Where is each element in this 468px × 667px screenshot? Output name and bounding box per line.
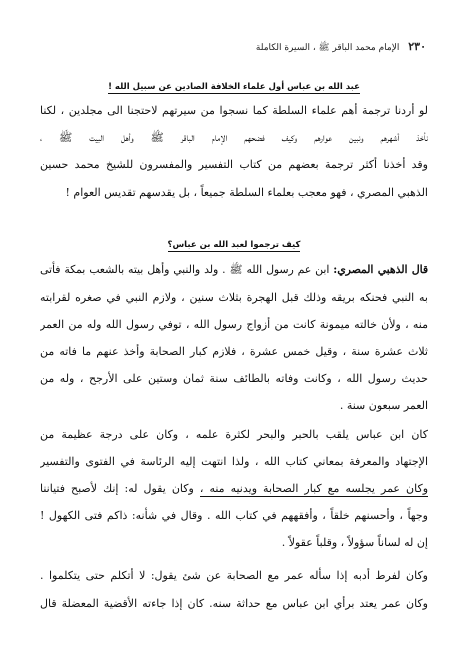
quote-source: قال الذهبي المصري: xyxy=(333,263,428,276)
text-line: وكان عمر يجلسه مع كبار الصحابة ويدنيه منه ، وكان يقول له: إنك لأصبح فتياننا xyxy=(40,482,428,495)
text-line: كان ابن عباس يلقب بالحبر والبحر لكثرة علمه ، وكان على درجة عظيمة من xyxy=(40,428,428,441)
section-heading-2: كيف ترجموا لعبد الله بن عباس؟ xyxy=(167,240,301,250)
running-head xyxy=(256,40,426,55)
running-head-title: الإمام محمد الباقر ﷺ ، السيرة الكاملة xyxy=(255,43,400,53)
text-line: وجهاً ، وأحسنهم خلقاً ، وأفقههم في كتاب الله . وقال في شأنه: ذاكم فتى الكهول ! xyxy=(40,509,428,522)
text-line: نأخذ أشهرهم ونبين عوارهم وكيف فضحهم الإمام الباقر ﷺ وأهل البيت ﷺ ، xyxy=(40,131,428,144)
text-line: وكان لفرط أدبه إذا سأله عمر مع الصحابة عن شئ يقول: لا أتكلم حتى يتكلموا . xyxy=(40,569,428,582)
text-line: الذهبي المصري ، فهو معجب بعلماء السلطة جميعاً ، بل يقدسهم تقديس العوام ! xyxy=(65,186,428,199)
text-line: به النبي فحنكه بريقه وذلك قبل الهجرة بثلاث سنين ، ولازم النبي في صغره لقرابته xyxy=(40,291,428,304)
text-line: وكان عمر يعتد برأي ابن عباس مع حداثة سنه. كان إذا جاءته الأقضية المعضلة قال xyxy=(40,597,428,610)
text-line: ثلاث عشرة سنة ، وقيل خمس عشرة ، فلازم كبار الصحابة وأخذ عنهم ما فاته من xyxy=(40,345,428,358)
text-line: وقد أخذنا أكثر ترجمة بعضهم من كتاب التفسير والمفسرون للشيخ محمد حسين xyxy=(40,158,428,171)
text-line: إن له لساناً سؤولاً ، وقلباً عقولاً . xyxy=(281,536,428,549)
text-line: الإجتهاد والمعرفة بمعاني كتاب الله ، ولذا انتهت إليه الرئاسة في الفتوى والتفسير xyxy=(40,455,428,468)
text-line: العمر سبعون سنة . xyxy=(339,399,428,412)
section-heading-1: عبد الله بن عباس أول علماء الخلافة الصادين عن سبيل الله ! xyxy=(108,82,360,92)
text-line: لو أردنا ترجمة أهم علماء السلطة كما نسجوا من سيرتهم لاحتجنا الى مجلدين ، لكنا xyxy=(40,104,428,117)
text-line: منه ، ولأن خالته ميمونة كانت من أزواج رسول الله ، توفي رسول الله وله من العمر xyxy=(40,318,428,331)
text-line: حديث رسول الله ، وكانت وفاته بالطائف سنة ثمان وستين على الأرجح ، وله من xyxy=(40,372,428,385)
page-number: ٢٣٠ xyxy=(408,40,426,53)
underlined-phrase: وكان عمر يجلسه مع كبار الصحابة ويدنيه منه ، xyxy=(199,482,428,495)
text-line: قال الذهبي المصري: ابن عم رسول الله ﷺ . ولد والنبي وأهل بيته بالشعب بمكة فأتى xyxy=(40,263,428,276)
